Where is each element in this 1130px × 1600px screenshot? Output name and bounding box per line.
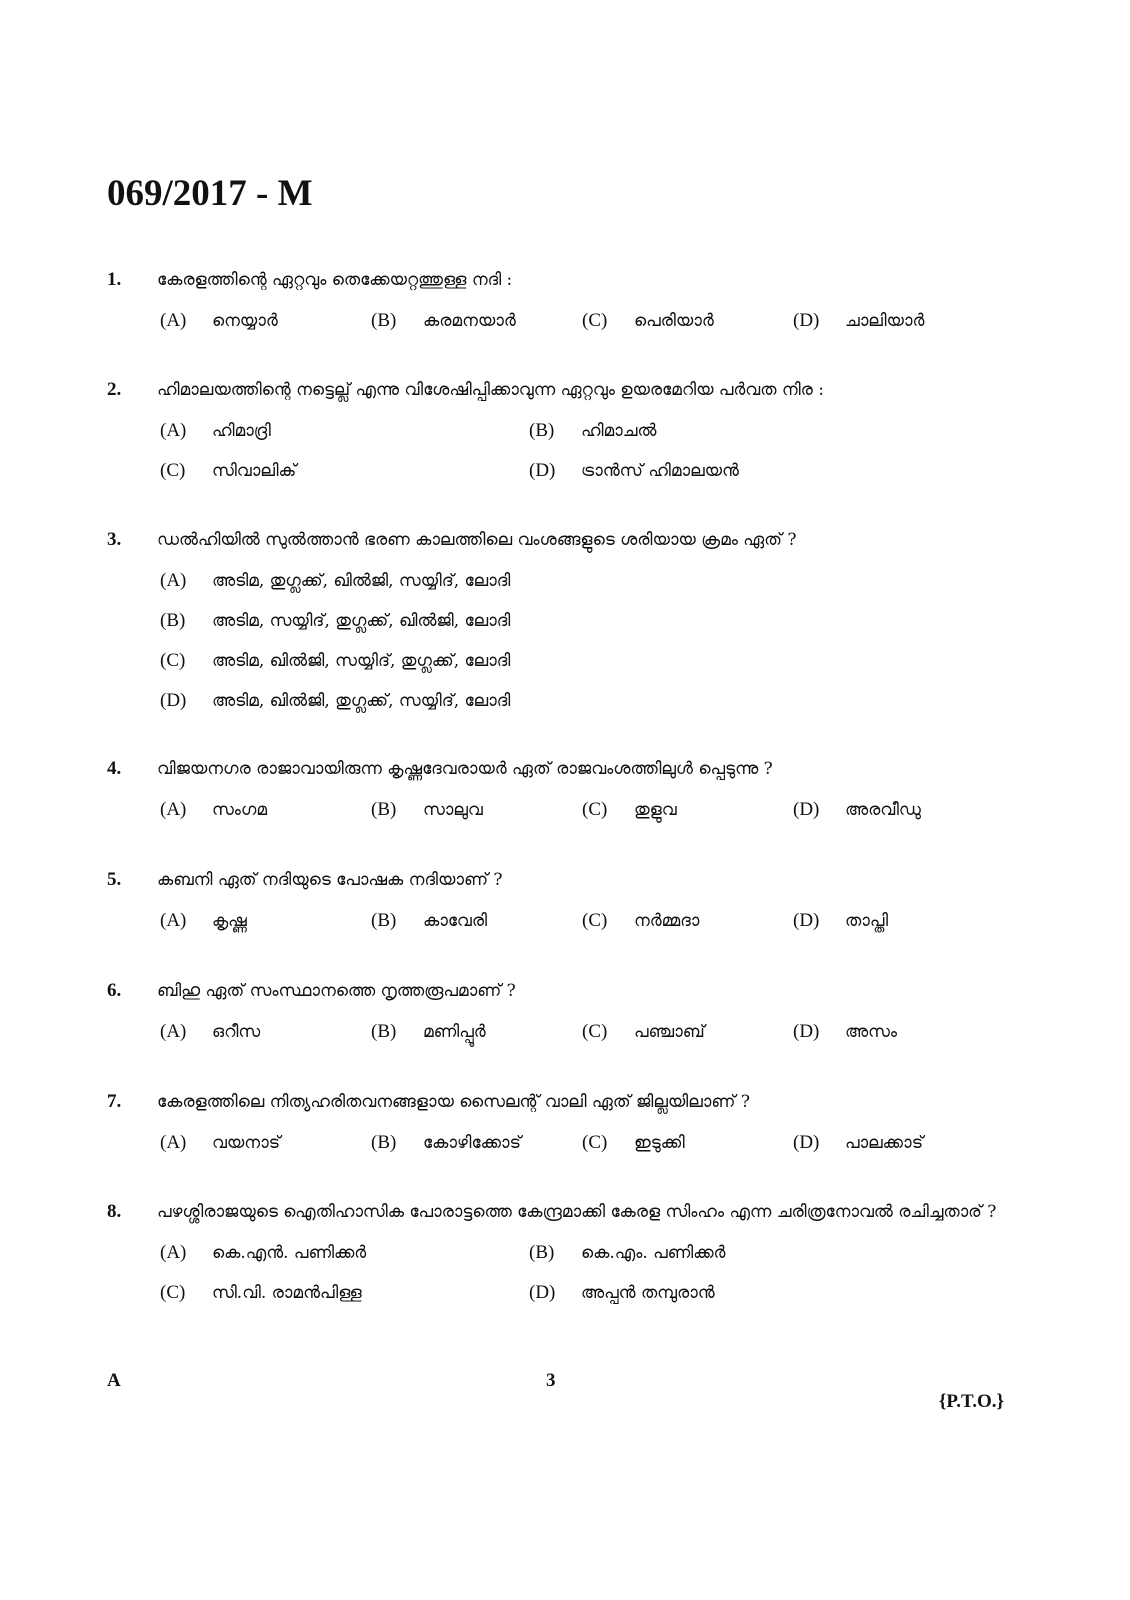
option-label: (C)	[582, 1021, 608, 1042]
option-label: (A)	[160, 799, 187, 820]
question-number: 6.	[107, 980, 122, 1001]
option-label: (C)	[582, 910, 608, 931]
option-label: (D)	[793, 310, 820, 331]
option-text: തുളുവ	[634, 800, 677, 820]
options-list	[160, 1239, 1027, 1307]
question-number: 5.	[107, 869, 122, 890]
section-letter: A	[107, 1370, 121, 1391]
option-text: ഹിമാദ്രി	[212, 421, 271, 441]
question-text: പഴശ്ശിരാജയുടെ ഐതിഹാസിക പോരാട്ടത്തെ കേന്ദ്രമാക്കി കേരള സിംഹം എന്ന ചരിത്രനോവൽ രചിച്ചതാര് ?	[157, 1202, 997, 1222]
option-text: ഇടുക്കി	[634, 1133, 685, 1153]
option-b	[371, 307, 582, 335]
question-2	[107, 375, 1027, 485]
option-label: (C)	[582, 1132, 608, 1153]
option-a	[160, 1129, 371, 1157]
option-d	[160, 687, 940, 715]
option-text: അടിമ, ഖിൽജി, തുഗ്ലക്ക്, സയ്യിദ്, ലോദി	[212, 691, 511, 711]
option-label: (D)	[793, 1021, 820, 1042]
option-text: സിവാലിക്	[212, 461, 297, 481]
option-d	[793, 307, 993, 335]
option-label: (D)	[529, 460, 556, 481]
pto-note: {P.T.O.}	[938, 1391, 1004, 1412]
options-list	[160, 417, 1027, 485]
option-text: അടിമ, സയ്യിദ്, തുഗ്ലക്ക്, ഖിൽജി, ലോദി	[212, 611, 511, 631]
question-number: 2.	[107, 379, 122, 400]
option-text: മണിപ്പൂർ	[423, 1022, 486, 1042]
question-number: 8.	[107, 1201, 122, 1222]
option-label: (D)	[793, 799, 820, 820]
options-list	[160, 1018, 1027, 1046]
option-text: ഒറീസ	[212, 1022, 261, 1042]
option-text: അടിമ, തുഗ്ലക്ക്, ഖിൽജി, സയ്യിദ്, ലോദി	[212, 571, 511, 591]
option-text: സി.വി. രാമൻപിള്ള	[212, 1283, 362, 1303]
option-b	[371, 1129, 582, 1157]
question-text: ഹിമാലയത്തിന്റെ നട്ടെല്ല് എന്നു വിശേഷിപ്പിക്കാവുന്ന ഏറ്റവും ഉയരമേറിയ പർവത നിര :	[157, 380, 824, 400]
option-label: (D)	[793, 1132, 820, 1153]
options-list	[160, 1129, 1027, 1157]
option-c	[160, 457, 529, 485]
option-label: (B)	[371, 799, 397, 820]
option-label: (D)	[529, 1282, 556, 1303]
option-a	[160, 907, 371, 935]
option-b	[371, 796, 582, 824]
option-b	[529, 1239, 929, 1267]
question-text: കേരളത്തിന്റെ ഏറ്റവും തെക്കേയറ്റത്തുള്ള നദി :	[157, 270, 513, 290]
option-b	[160, 607, 940, 635]
option-label: (B)	[371, 1132, 397, 1153]
option-text: കരമനയാർ	[423, 311, 516, 331]
option-a	[160, 1239, 529, 1267]
option-d	[529, 1279, 929, 1307]
option-text: നെയ്യാർ	[212, 311, 278, 331]
option-text: പാലക്കാട്	[845, 1133, 924, 1153]
question-4	[107, 754, 1027, 824]
option-text: ഹിമാചൽ	[581, 421, 657, 441]
option-d	[793, 1129, 993, 1157]
option-label: (D)	[160, 690, 187, 711]
question-text: ഡൽഹിയിൽ സുൽത്താൻ ഭരണ കാലത്തിലെ വംശങ്ങളുടെ ശരിയായ ക്രമം ഏത് ?	[157, 530, 797, 550]
question-5	[107, 865, 1027, 935]
option-c	[582, 1018, 793, 1046]
option-label: (D)	[793, 910, 820, 931]
question-3	[107, 525, 1027, 715]
option-b	[529, 417, 929, 445]
option-d	[793, 907, 993, 935]
question-1	[107, 265, 1027, 335]
option-label: (B)	[160, 610, 186, 631]
question-text: ബിഹു ഏത് സംസ്ഥാനത്തെ നൃത്തരൂപമാണ് ?	[157, 981, 516, 1001]
option-c	[582, 1129, 793, 1157]
option-text: ചാലിയാർ	[845, 311, 925, 331]
options-list	[160, 307, 1027, 335]
question-number: 4.	[107, 758, 122, 779]
option-label: (B)	[371, 910, 397, 931]
option-label: (C)	[160, 650, 186, 671]
option-text: കോഴിക്കോട്	[423, 1133, 522, 1153]
question-number: 7.	[107, 1091, 122, 1112]
option-c	[582, 796, 793, 824]
question-6	[107, 976, 1027, 1046]
question-number: 3.	[107, 529, 122, 550]
option-text: സംഗമ	[212, 800, 268, 820]
option-label: (A)	[160, 910, 187, 931]
option-label: (A)	[160, 420, 187, 441]
option-label: (A)	[160, 1132, 187, 1153]
option-label: (A)	[160, 1242, 187, 1263]
option-label: (C)	[160, 460, 186, 481]
question-text: കേരളത്തിലെ നിത്യഹരിതവനങ്ങളായ സൈലന്റ് വാലി ഏത് ജില്ലയിലാണ് ?	[157, 1092, 750, 1112]
option-label: (A)	[160, 570, 187, 591]
page-number: 3	[546, 1370, 556, 1391]
question-8	[107, 1197, 1027, 1307]
question-number: 1.	[107, 269, 122, 290]
option-text: കെ.എം. പണിക്കർ	[581, 1243, 726, 1263]
option-label: (C)	[160, 1282, 186, 1303]
question-text: വിജയനഗര രാജാവായിരുന്ന കൃഷ്ണദേവരായർ ഏത് രാജവംശത്തിലുൾ പ്പെടുന്നു ?	[157, 759, 773, 779]
option-label: (A)	[160, 310, 187, 331]
option-c	[160, 1279, 529, 1307]
option-text: അടിമ, ഖിൽജി, സയ്യിദ്, തുഗ്ലക്ക്, ലോദി	[212, 651, 511, 671]
option-d	[793, 796, 993, 824]
option-b	[371, 907, 582, 935]
option-label: (B)	[371, 310, 397, 331]
option-label: (A)	[160, 1021, 187, 1042]
option-text: ട്രാൻസ് ഹിമാലയൻ	[581, 461, 739, 481]
question-7	[107, 1087, 1027, 1157]
option-text: പെരിയാർ	[634, 311, 714, 331]
option-label: (B)	[371, 1021, 397, 1042]
option-text: അരവീഡു	[845, 800, 921, 820]
question-text: കബനി ഏത് നദിയുടെ പോഷക നദിയാണ് ?	[157, 870, 503, 890]
option-a	[160, 307, 371, 335]
option-a	[160, 1018, 371, 1046]
option-a	[160, 567, 940, 595]
option-label: (C)	[582, 310, 608, 331]
option-text: അപ്പൻ തമ്പുരാൻ	[581, 1283, 715, 1303]
options-list	[160, 907, 1027, 935]
option-d	[793, 1018, 993, 1046]
option-text: സാലുവ	[423, 800, 483, 820]
option-b	[371, 1018, 582, 1046]
option-text: അസം	[845, 1022, 898, 1042]
option-text: വയനാട്	[212, 1133, 281, 1153]
option-text: താപ്തി	[845, 911, 889, 931]
option-text: കെ.എൻ. പണിക്കർ	[212, 1243, 367, 1263]
option-text: നർമ്മദാ	[634, 911, 700, 931]
option-label: (C)	[582, 799, 608, 820]
options-list	[160, 796, 1027, 824]
option-text: കൃഷ്ണ	[212, 911, 247, 931]
option-a	[160, 796, 371, 824]
option-label: (B)	[529, 420, 555, 441]
paper-code: 069/2017 - M	[107, 173, 313, 214]
option-text: പഞ്ചാബ്	[634, 1022, 705, 1042]
option-d	[529, 457, 929, 485]
options-list	[160, 567, 1027, 715]
option-c	[582, 307, 793, 335]
option-text: കാവേരി	[423, 911, 488, 931]
option-c	[160, 647, 940, 675]
option-label: (B)	[529, 1242, 555, 1263]
option-a	[160, 417, 529, 445]
option-c	[582, 907, 793, 935]
